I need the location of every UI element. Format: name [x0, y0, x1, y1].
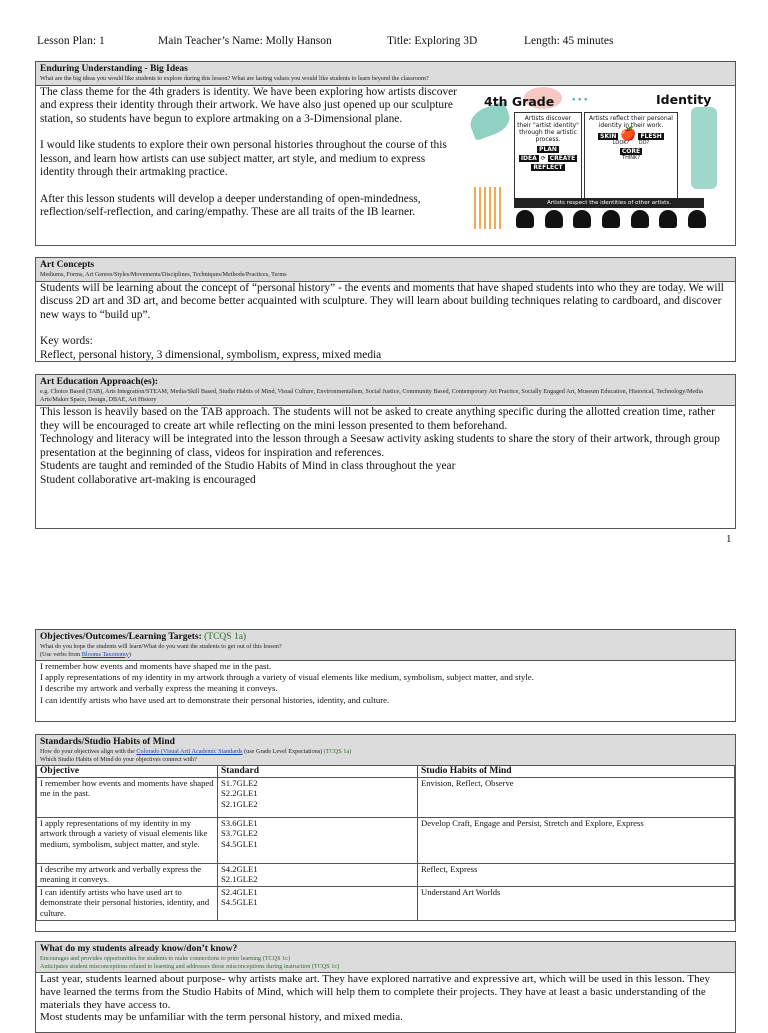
stripes-decoration: [474, 187, 502, 229]
paragraph: The class theme for the 4th graders is identity. We have been exploring how artists discover and express their identity through their artwork. We have also just opened up our sculpture station, so students have begun to explore artmaking on a 3-Dimensional plane.: [40, 85, 457, 125]
respect-banner: Artists respect the identities of other artists.: [514, 198, 704, 208]
standard-code: S2.4GLE1: [221, 886, 258, 897]
section-body: [36, 406, 735, 487]
do-label: DO?: [638, 140, 650, 146]
section-title: Objectives/Outcomes/Learning Targets:: [40, 632, 202, 642]
create-tag: CREATE: [549, 155, 576, 162]
paragraph: Most students may be unfamiliar with the term personal history, and mixed media.: [40, 1011, 403, 1024]
paragraph: Technology and literacy will be integrated into the lesson through a Seesaw activity asking students to share the story of their artwork, through group presentation at the beginning of class, videos for inspiration and references.: [40, 433, 720, 459]
lesson-length: Length: 45 minutes: [524, 35, 614, 47]
section-title: Enduring Understanding - Big Ideas: [40, 64, 188, 74]
subtitle-prefix: (Use verbs from: [40, 650, 82, 658]
paragraph: This lesson is heavily based on the TAB approach. The students will not be asked to create anything specific during the allotted creation time, rather they will be encouraged to create art while reflecting on the mini lesson presented to them beforehand.: [40, 406, 715, 432]
paragraph: Students are taught and reminded of the Studio Habits of Mind in class throughout the year: [40, 460, 456, 472]
objective-item: I describe my artwork and verbally express the meaning it conveys.: [40, 683, 278, 694]
standard-code: S2.1GLE2: [221, 798, 258, 809]
standard-code: S1.7GLE2: [221, 777, 258, 788]
flesh-tag: FLESH: [640, 133, 662, 140]
blooms-taxonomy-link[interactable]: Blooms Taxonomy: [81, 650, 129, 658]
section-header: [36, 630, 735, 661]
person-icon: [631, 210, 649, 228]
standard-code: S4.5GLE1: [221, 838, 258, 849]
reflect-tag: REFLECT: [533, 164, 563, 171]
card-text: Artists discover their "artist identity" through the artistic process.: [517, 115, 579, 143]
person-icon: [573, 210, 591, 228]
standards-section: [35, 734, 736, 932]
section-subtitle: e.g. Choice Based (TAB), Arts Integration/STEAM, Media/Skill Based, Studio Habits of Mind, Visual Culture, Environmentalism, Social Justice, Community Based, Contemporary Art Practice, Socially Engaged Art, Museum Education, Historical, Technology/Media Arts/Maker Space, Design, DBAE, Art History: [40, 388, 703, 403]
table-row: [37, 817, 735, 863]
section-subtitle: Anticipates student misconceptions related to learning and addresses those misconceptions during instruction (TCQS 1c): [40, 962, 340, 970]
keywords-list: Reflect, personal history, 3 dimensional, symbolism, express, mixed media: [40, 348, 382, 361]
standard-cell: [218, 817, 418, 863]
dots-decoration: • • •: [572, 95, 588, 106]
section-title: Art Concepts: [40, 260, 95, 270]
column-header: Studio Habits of Mind: [418, 766, 735, 778]
section-subtitle: What are the big ideas you would like students to explore during this lesson? What are lasting values you would like students to learn beyond the classroom?: [40, 75, 429, 82]
core-tag: CORE: [621, 148, 641, 155]
cycle-icon: ⟳: [540, 155, 546, 162]
person-icon: [545, 210, 563, 228]
paragraph: After this lesson students will develop a deeper understanding of open-mindedness, reflection/self-reflection, and caring/empathy. These are all traits of the IB learner.: [40, 192, 421, 218]
standard-code: S2.2GLE1: [221, 788, 258, 799]
standard-cell: [218, 886, 418, 920]
paragraph: Student collaborative art-making is encouraged: [40, 473, 256, 486]
teal-blob-decoration: [691, 107, 717, 189]
section-subtitle: Mediums, Forms, Art Genres/Styles/Movements/Disciplines, Techniques/Methods/Practices, Terms: [40, 271, 287, 278]
standard-code: S2.1GLE2: [221, 874, 258, 885]
think-label: THINK?: [622, 155, 640, 161]
keywords-label: Key words:: [40, 335, 93, 347]
personal-identity-card: [584, 112, 678, 199]
colorado-standards-link[interactable]: Colorado (Visual Art) Academic Standards: [136, 748, 243, 755]
subtitle-prefix: How do your objectives align with the: [40, 748, 137, 755]
section-body: [36, 973, 735, 1024]
tcqs-label: (TCQS 1a): [323, 748, 352, 755]
lesson-title: Title: Exploring 3D: [387, 35, 478, 47]
section-header: [36, 942, 735, 973]
section-header: [36, 62, 735, 86]
column-header: Objective: [37, 766, 218, 778]
objectives-section: [35, 629, 736, 722]
teacher-name: Main Teacher’s Name: Molly Hanson: [158, 35, 332, 47]
art-concepts-section: [35, 257, 736, 362]
paragraph: Students will be learning about the concept of “personal history” - the events and moments that have shaped students into who they are today. We will discuss 2D art and 3D art, and become better acquainted with sculpture. They will learn about building techniques relating to cardboard, and discover new ways to “build up”.: [40, 281, 724, 321]
idea-tag: IDEA: [520, 155, 537, 162]
habits-cell: Reflect, Express: [418, 863, 735, 886]
apple-icon: 🍎: [620, 127, 637, 142]
person-icon: [659, 210, 677, 228]
standard-cell: [218, 863, 418, 886]
section-subtitle: What do you hope the students will learn/What do you want the students to get out of this lesson?: [40, 643, 282, 650]
objective-cell: I describe my artwork and verbally express the meaning it conveys.: [37, 863, 218, 886]
objective-item: I apply representations of my identity in my artwork through a variety of visual elements like medium, symbolism, subject matter, and style.: [40, 672, 534, 683]
objective-cell: I can identify artists who have used art to demonstrate their personal histories, identity, and culture.: [37, 886, 218, 920]
section-subtitle: Encourages and provides opportunities for students to make connections to prior learning (TCQS 1c): [40, 955, 291, 962]
identity-label: Identity: [656, 92, 712, 107]
section-title: Standards/Studio Habits of Mind: [40, 737, 175, 747]
section-body: [36, 661, 735, 706]
person-icon: [688, 210, 706, 228]
section-title: What do my students already know/don’t know?: [40, 944, 238, 954]
paragraph: Last year, students learned about purpose- why artists make art. They have explored narrative and expressive art, which will be used in this lesson. They have learned the terms from the Studio Habits of Mind, which will help them to complete their projects. They have at least a basic understanding of the materials they have access to.: [40, 973, 710, 1011]
standard-cell: [218, 777, 418, 817]
section-header: [36, 258, 735, 282]
section-header: [36, 735, 735, 765]
person-icon: [516, 210, 534, 228]
page-number: 1: [726, 533, 732, 545]
grade-label: 4th Grade: [484, 94, 555, 109]
objective-item: I can identify artists who have used art to demonstrate their personal histories, identity, and culture.: [40, 694, 390, 705]
section-body: [36, 86, 462, 220]
person-icon: [602, 210, 620, 228]
look-label: LOOK?: [612, 140, 630, 146]
objective-item: I remember how events and moments have shaped me in the past.: [40, 661, 272, 671]
table-row: [37, 777, 735, 817]
paragraph: I would like students to explore their own personal histories throughout the course of this lesson, and learn how artists can use subject matter, art style, and medium to express identity through their artmaking practice.: [40, 139, 447, 178]
habits-cell: Develop Craft, Engage and Persist, Stretch and Explore, Express: [418, 817, 735, 863]
standard-code: S4.5GLE1: [221, 897, 258, 908]
standards-table: [36, 765, 735, 921]
table-row: [37, 863, 735, 886]
art-education-approach-section: [35, 374, 736, 529]
table-header-row: [37, 766, 735, 778]
subtitle-middle: (use Grade Level Expectations): [242, 748, 324, 755]
objective-cell: I apply representations of my identity in my artwork through a variety of visual elements like medium, symbolism, subject matter, and style.: [37, 817, 218, 863]
habits-cell: Understand Art Worlds: [418, 886, 735, 920]
prior-knowledge-section: [35, 941, 736, 1033]
artist-process-card: [514, 112, 582, 199]
people-silhouettes: [516, 210, 706, 230]
objective-cell: I remember how events and moments have shaped me in the past.: [37, 777, 218, 817]
plan-tag: PLAN: [539, 146, 557, 153]
subtitle-suffix: ): [128, 650, 131, 658]
standard-code: S3.6GLE1: [221, 817, 258, 828]
table-row: [37, 886, 735, 920]
lesson-header: [37, 35, 738, 51]
column-header: Standard: [218, 766, 418, 778]
section-body: [36, 282, 735, 363]
standard-code: S4.2GLE1: [221, 863, 258, 874]
habits-cell: Envision, Reflect, Observe: [418, 777, 735, 817]
tcqs-label: (TCQS 1a): [204, 632, 247, 642]
standard-code: S3.7GLE2: [221, 828, 258, 839]
section-title: Art Education Approach(es):: [40, 377, 159, 387]
section-subtitle: Which Studio Habits of Mind do your objectives connect with?: [40, 755, 197, 763]
skin-tag: SKIN: [600, 133, 617, 140]
card-text: Artists reflect their personal identity in their work.: [589, 115, 673, 129]
section-header: [36, 375, 735, 406]
lesson-plan-number: Lesson Plan: 1: [37, 35, 105, 47]
identity-infographic: [466, 87, 730, 237]
